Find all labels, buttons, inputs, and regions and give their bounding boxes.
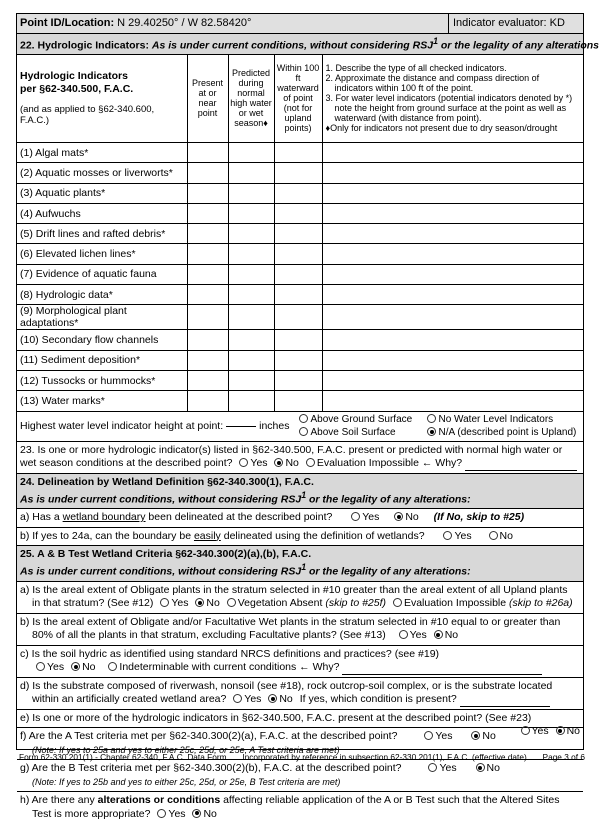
table-row bbox=[17, 330, 583, 350]
q25h-pre: h) Are there any bbox=[20, 794, 98, 807]
col-predicted-text: Predicted during normal high water or wet season bbox=[230, 68, 272, 129]
q23-eval-radio[interactable] bbox=[306, 458, 315, 467]
table-row bbox=[17, 244, 583, 264]
s25-sup: 1 bbox=[301, 562, 307, 573]
indicator-predicted-cell[interactable] bbox=[228, 143, 274, 163]
indicator-name: (7) Evidence of aquatic fauna bbox=[17, 264, 187, 284]
indicator-predicted-cell[interactable] bbox=[228, 330, 274, 350]
table-row bbox=[17, 305, 583, 330]
highest-water-level-row bbox=[17, 412, 583, 442]
question-24a bbox=[17, 509, 583, 528]
q25e-yes: Yes bbox=[531, 725, 549, 738]
question-25b bbox=[17, 614, 583, 646]
indicator-predicted-cell[interactable] bbox=[228, 163, 274, 183]
indicator-present-cell[interactable] bbox=[187, 183, 228, 203]
indicator-present-cell[interactable] bbox=[187, 330, 228, 350]
s25-subtitle: As is under current conditions, without considering RSJ bbox=[20, 565, 302, 578]
question-25g bbox=[17, 760, 583, 792]
location-value[interactable]: N 29.40250° / W 82.58420° bbox=[117, 17, 252, 29]
table-row bbox=[17, 350, 583, 370]
section-22-title-end: or the legality of any alterations bbox=[437, 39, 599, 52]
q24a-post: been delineated at the described point? bbox=[145, 511, 333, 524]
q25a-veg-skip: (skip to #25f) bbox=[325, 597, 387, 610]
note-3: 3. For water level indicators (potential indicators denoted by *) note the height from ground surface at the point as well as waterward (with distance from point). bbox=[325, 93, 573, 124]
indicator-present-cell[interactable] bbox=[187, 370, 228, 390]
q25d-which-input[interactable] bbox=[460, 706, 550, 707]
note-4: ♦Only for indicators not present due to dry season/drought bbox=[325, 123, 558, 134]
indicator-name: (10) Secondary flow channels bbox=[17, 330, 187, 350]
q25b-line1: b) Is the areal extent of Obligate and/or Facultative Wet plants in the stratum selected in #10 equal to or greater than bbox=[20, 615, 561, 628]
hwl-units: inches bbox=[259, 420, 290, 433]
indicator-name: (6) Elevated lichen lines* bbox=[17, 244, 187, 264]
radio-na-upland[interactable] bbox=[427, 427, 436, 436]
evaluator bbox=[449, 14, 583, 33]
q25g-no: No bbox=[486, 762, 500, 775]
q25h-line2: Test is more appropriate? bbox=[32, 807, 151, 820]
section-22-sup: 1 bbox=[433, 36, 438, 46]
q25b-yes: Yes bbox=[409, 629, 427, 642]
indicator-within-cell[interactable] bbox=[274, 163, 322, 183]
q25a-no: No bbox=[206, 597, 220, 610]
q24b-yes-radio[interactable] bbox=[443, 531, 452, 540]
q24a-pre: a) Has a bbox=[20, 511, 63, 524]
col-present: Present at or near point bbox=[187, 55, 228, 143]
q25d-line2: within an artificially created wetland area? bbox=[32, 693, 227, 706]
section-25-title bbox=[17, 546, 583, 582]
indicator-present-cell[interactable] bbox=[187, 203, 228, 223]
indicator-within-cell[interactable] bbox=[274, 330, 322, 350]
indicator-within-cell[interactable] bbox=[274, 370, 322, 390]
indicator-notes-cell[interactable] bbox=[322, 203, 583, 223]
q25h-no-radio[interactable] bbox=[192, 809, 201, 818]
point-location bbox=[17, 14, 449, 33]
hwl-options bbox=[295, 413, 576, 439]
q24b-und: easily bbox=[193, 529, 221, 542]
indicator-predicted-cell[interactable] bbox=[228, 203, 274, 223]
q25c-no: No bbox=[82, 661, 96, 674]
indicator-name: (5) Drift lines and rafted debris* bbox=[17, 224, 187, 244]
hydrologic-indicator-table bbox=[17, 55, 583, 412]
indicator-predicted-cell[interactable] bbox=[228, 391, 274, 411]
note-1: 1. Describe the type of all checked indicators. bbox=[325, 63, 507, 74]
q24a-no-radio[interactable] bbox=[394, 512, 403, 521]
indicator-within-cell[interactable] bbox=[274, 244, 322, 264]
indicator-name: (2) Aquatic mosses or liverworts* bbox=[17, 163, 187, 183]
question-25a bbox=[17, 582, 583, 614]
section-24-title bbox=[17, 474, 583, 510]
q25d-yes: Yes bbox=[244, 693, 262, 706]
q25g-no-radio[interactable] bbox=[476, 763, 485, 772]
q25a-yes-radio[interactable] bbox=[160, 598, 169, 607]
indicator-name: (12) Tussocks or hummocks* bbox=[17, 370, 187, 390]
indicator-within-cell[interactable] bbox=[274, 350, 322, 370]
indicator-present-cell[interactable] bbox=[187, 163, 228, 183]
table-row bbox=[17, 264, 583, 284]
col-title-2: per §62-340.500, F.A.C. bbox=[20, 83, 134, 96]
indicator-present-cell[interactable] bbox=[187, 305, 228, 330]
indicator-present-cell[interactable] bbox=[187, 391, 228, 411]
s24-subtitle: As is under current conditions, without considering RSJ bbox=[20, 493, 302, 506]
radio-no-water-level[interactable] bbox=[427, 414, 436, 423]
q25d-no-radio[interactable] bbox=[268, 694, 277, 703]
radio-above-soil[interactable] bbox=[299, 427, 308, 436]
table-row bbox=[17, 285, 583, 305]
indicator-notes-cell[interactable] bbox=[322, 370, 583, 390]
q25c-yes-radio[interactable] bbox=[36, 662, 45, 671]
indicator-present-cell[interactable] bbox=[187, 224, 228, 244]
q25c-ind-radio[interactable] bbox=[108, 662, 117, 671]
indicator-within-cell[interactable] bbox=[274, 305, 322, 330]
q25b-yes-radio[interactable] bbox=[399, 630, 408, 639]
indicator-within-cell[interactable] bbox=[274, 264, 322, 284]
q25a-no-radio[interactable] bbox=[195, 598, 204, 607]
q25c-yes: Yes bbox=[47, 661, 65, 674]
opt-no-water-level: No Water Level Indicators bbox=[438, 414, 554, 426]
radio-above-ground[interactable] bbox=[299, 414, 308, 423]
q25h-yes-radio[interactable] bbox=[157, 809, 166, 818]
indicator-predicted-cell[interactable] bbox=[228, 244, 274, 264]
indicator-name: (3) Aquatic plants* bbox=[17, 183, 187, 203]
q24b-yes: Yes bbox=[454, 529, 472, 542]
q24a-note: (If No, skip to #25) bbox=[433, 511, 525, 524]
indicator-notes bbox=[322, 55, 583, 143]
q25h-yes: Yes bbox=[168, 807, 186, 820]
q23-why-input[interactable] bbox=[465, 470, 577, 471]
footer-page-number: Page 3 of 6 bbox=[542, 752, 585, 762]
q23-yes: Yes bbox=[250, 457, 268, 470]
table-row bbox=[17, 203, 583, 223]
indicator-predicted-cell[interactable] bbox=[228, 285, 274, 305]
q25a-yes: Yes bbox=[171, 597, 189, 610]
footer-reference: Incorporated by reference in subsection 62-330.201(1), F.A.C. (effective date) bbox=[242, 752, 527, 762]
s24-title: 24. Delineation by Wetland Definition §62-340.300(1), F.A.C. bbox=[20, 475, 314, 488]
indicator-within-cell[interactable] bbox=[274, 391, 322, 411]
indicator-notes-cell[interactable] bbox=[322, 264, 583, 284]
indicator-name: (4) Aufwuchs bbox=[17, 203, 187, 223]
indicator-name: (11) Sediment deposition* bbox=[17, 350, 187, 370]
indicator-present-cell[interactable] bbox=[187, 244, 228, 264]
q23-eval: Evaluation Impossible ← Why? bbox=[316, 457, 463, 470]
table-row bbox=[17, 183, 583, 203]
q25f-yes: Yes bbox=[435, 730, 453, 743]
indicator-notes-cell[interactable] bbox=[322, 285, 583, 305]
q25c-line1: c) Is the soil hydric as identified using standard NRCS definitions and practices? (see #19) bbox=[20, 647, 440, 660]
indicator-notes-cell[interactable] bbox=[322, 350, 583, 370]
col-title-3: (and as applied to §62-340.600, F.A.C.) bbox=[20, 104, 155, 127]
indicator-present-cell[interactable] bbox=[187, 350, 228, 370]
indicator-notes-cell[interactable] bbox=[322, 224, 583, 244]
indicator-notes-cell[interactable] bbox=[322, 163, 583, 183]
q24b-no: No bbox=[499, 529, 513, 542]
indicator-present-cell[interactable] bbox=[187, 285, 228, 305]
indicator-notes-cell[interactable] bbox=[322, 143, 583, 163]
indicator-predicted-cell[interactable] bbox=[228, 350, 274, 370]
q25e-text: e) Is one or more of the hydrologic indicators in §62-340.500, F.A.C. present at the described point? (See #23) bbox=[20, 711, 532, 724]
indicator-notes-cell[interactable] bbox=[322, 305, 583, 330]
indicator-name: (13) Water marks* bbox=[17, 391, 187, 411]
q25g-text: g) Are the B Test criteria met per §62-340.300(2)(b), F.A.C. at the described point? bbox=[20, 762, 402, 775]
question-25c bbox=[17, 646, 583, 678]
indicator-notes-cell[interactable] bbox=[322, 330, 583, 350]
indicator-within-cell[interactable] bbox=[274, 224, 322, 244]
s25-title: 25. A & B Test Wetland Criteria §62-340.300(2)(a),(b), F.A.C. bbox=[20, 548, 312, 561]
q25h-bold: alterations or conditions bbox=[97, 794, 221, 807]
q25f-text: f) Are the A Test criteria met per §62-340.300(2)(a), F.A.C. at the described point? bbox=[20, 730, 398, 743]
q25f-yes-radio[interactable] bbox=[424, 731, 433, 740]
hwl-input[interactable] bbox=[226, 426, 256, 427]
diamond-icon: ♦ bbox=[263, 118, 268, 129]
q25d-no: No bbox=[279, 693, 293, 706]
indicator-present-cell[interactable] bbox=[187, 264, 228, 284]
table-row bbox=[17, 224, 583, 244]
section-22-title-text: As is under current conditions, without considering RSJ bbox=[151, 39, 434, 52]
q25h-no: No bbox=[203, 807, 217, 820]
q25d-yes-radio[interactable] bbox=[233, 694, 242, 703]
q23-no: No bbox=[285, 457, 299, 470]
indicator-within-cell[interactable] bbox=[274, 285, 322, 305]
q25b-line2: 80% of all the plants in that stratum, excluding Facultative plants? (See #13) bbox=[32, 629, 386, 642]
indicator-predicted-cell[interactable] bbox=[228, 183, 274, 203]
indicator-name: (9) Morphological plant adaptations* bbox=[17, 305, 187, 330]
section-22-title bbox=[17, 34, 599, 55]
q25b-no: No bbox=[444, 629, 459, 642]
q23-yes-radio[interactable] bbox=[239, 458, 248, 467]
q25g-note: (Note: If yes to 25b and yes to either 25c, 25d, or 25e, B Test criteria are met) bbox=[32, 776, 341, 787]
s24-subtitle-end: or the legality of any alterations: bbox=[306, 493, 471, 506]
q23-text: 23. Is one or more hydrologic indicator(s) listed in §62-340.500, F.A.C. present or predicted with normal high water or wet season conditions at the described point? bbox=[20, 443, 563, 470]
indicator-predicted-cell[interactable] bbox=[228, 264, 274, 284]
footer-form-id: Form 62-330.201(1) - Chapter 62-340, F.A.C. Data Form bbox=[19, 752, 227, 762]
section-22-num: 22. Hydrologic Indicators: bbox=[20, 39, 149, 52]
table-row bbox=[17, 391, 583, 411]
indicator-notes-cell[interactable] bbox=[322, 183, 583, 203]
table-row bbox=[17, 370, 583, 390]
hwl-label: Highest water level indicator height at point: bbox=[20, 420, 224, 433]
page-footer bbox=[19, 752, 585, 762]
q25f-no: No bbox=[482, 730, 496, 743]
q25a-veg: Vegetation Absent bbox=[237, 597, 323, 610]
q24b-no-radio[interactable] bbox=[489, 531, 498, 540]
s25-subtitle-end: or the legality of any alterations: bbox=[306, 565, 471, 578]
q24b-post: delineated using the definition of wetlands? bbox=[220, 529, 425, 542]
opt-na-upland: N/A (described point is Upland) bbox=[438, 427, 577, 439]
q25g-yes-radio[interactable] bbox=[428, 763, 437, 772]
evaluator-value[interactable]: KD bbox=[549, 17, 565, 29]
note-2: 2. Approximate the distance and compass direction of indicators within 100 ft of the point. bbox=[325, 73, 540, 94]
s24-sup: 1 bbox=[301, 489, 307, 500]
q25f-no-radio[interactable] bbox=[471, 731, 480, 740]
table-row bbox=[17, 143, 583, 163]
q25f-note: (Note: If yes to 25a and yes to either 25c, 25d, or 25e, A Test criteria are met) bbox=[32, 744, 340, 755]
question-23 bbox=[17, 442, 583, 474]
indicator-notes-cell[interactable] bbox=[322, 391, 583, 411]
q23-no-radio[interactable] bbox=[274, 458, 283, 467]
indicator-name: (1) Algal mats* bbox=[17, 143, 187, 163]
indicator-name: (8) Hydrologic data* bbox=[17, 285, 187, 305]
q25b-no-radio[interactable] bbox=[434, 630, 443, 639]
q25a-veg-radio[interactable] bbox=[227, 598, 236, 607]
q24a-und: wetland boundary bbox=[62, 511, 146, 524]
indicator-predicted-cell[interactable] bbox=[228, 305, 274, 330]
indicator-notes-cell[interactable] bbox=[322, 244, 583, 264]
location-label: Point ID/Location: bbox=[20, 17, 115, 29]
q25a-eval-radio[interactable] bbox=[393, 598, 402, 607]
q24a-no: No bbox=[405, 511, 419, 524]
indicator-within-cell[interactable] bbox=[274, 203, 322, 223]
indicator-within-cell[interactable] bbox=[274, 143, 322, 163]
question-25h bbox=[17, 792, 583, 823]
indicator-predicted-cell[interactable] bbox=[228, 224, 274, 244]
col-title-1: Hydrologic Indicators bbox=[20, 70, 128, 83]
indicator-within-cell[interactable] bbox=[274, 183, 322, 203]
indicator-present-cell[interactable] bbox=[187, 143, 228, 163]
col-within: Within 100 ft waterward of point (not for upland points) bbox=[274, 55, 322, 143]
q25e-no: No bbox=[566, 725, 580, 738]
evaluator-label: Indicator evaluator: bbox=[453, 17, 547, 29]
q25a-eval: Evaluation Impossible bbox=[403, 597, 507, 610]
q24a-yes: Yes bbox=[362, 511, 380, 524]
q25c-why-input[interactable] bbox=[342, 674, 542, 675]
q25c-ind: Indeterminable with current conditions ← Why? bbox=[119, 661, 340, 674]
col-predicted bbox=[228, 55, 274, 143]
q25d-line1: d) Is the substrate composed of riverwash, nonsoil (see #18), rock outcrop-soil complex, or is the substrate located bbox=[20, 679, 553, 692]
q25h-post: affecting reliable application of the A or B Test such that the Altered Sites bbox=[220, 794, 560, 807]
question-25d bbox=[17, 678, 583, 710]
q25d-which: If yes, which condition is present? bbox=[299, 693, 457, 706]
table-row bbox=[17, 163, 583, 183]
question-24b bbox=[17, 528, 583, 547]
header-row bbox=[17, 14, 583, 34]
opt-above-soil: Above Soil Surface bbox=[310, 427, 396, 439]
q25a-line2: in that stratum? (See #12) bbox=[32, 597, 154, 610]
q25g-yes: Yes bbox=[439, 762, 457, 775]
q25c-no-radio[interactable] bbox=[71, 662, 80, 671]
indicator-column-title bbox=[17, 55, 187, 143]
q24b-pre: b) If yes to 24a, can the boundary be bbox=[20, 529, 194, 542]
q24a-yes-radio[interactable] bbox=[351, 512, 360, 521]
q25a-line1: a) Is the areal extent of Obligate plants in the stratum selected in #10 greater than the areal extent of all Upland plants bbox=[20, 583, 568, 596]
indicator-predicted-cell[interactable] bbox=[228, 370, 274, 390]
opt-above-ground: Above Ground Surface bbox=[310, 414, 413, 426]
q25a-eval-skip: (skip to #26a) bbox=[509, 597, 573, 610]
